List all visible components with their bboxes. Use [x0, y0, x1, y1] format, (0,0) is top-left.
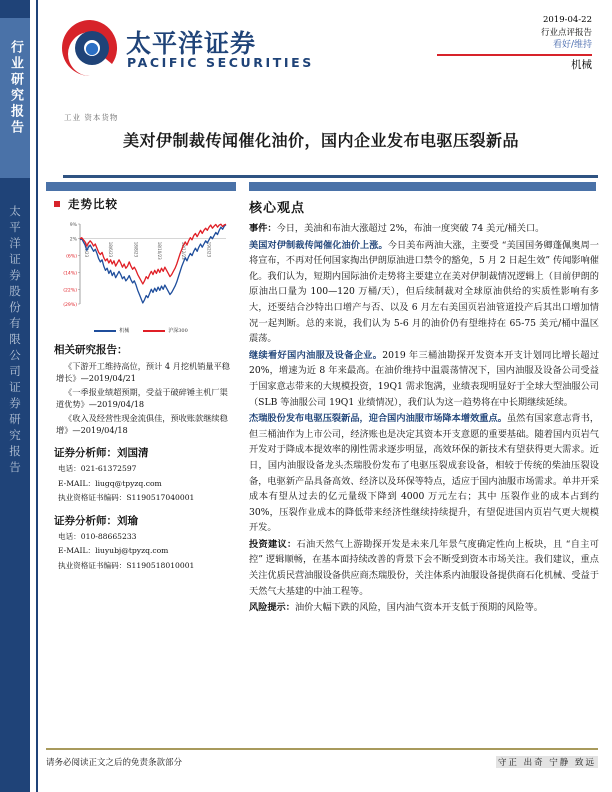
core-view-paragraph	[249, 348, 599, 410]
trend-chart-svg	[50, 216, 232, 326]
report-header	[46, 14, 598, 92]
paragraph-label: 风险提示：	[249, 602, 295, 614]
title-divider	[63, 175, 598, 178]
paragraph-text: 今日，美油和布油大涨超过 2%，布油一度突破 74 美元/桶关口。	[276, 223, 545, 234]
legend-item-1	[143, 327, 188, 334]
chart-legend	[50, 327, 232, 334]
pacific-securities-logo-icon	[60, 18, 120, 78]
footer-slogan: 守正 出奇 宁静 致远	[497, 758, 596, 768]
analyst-list	[46, 445, 236, 571]
analyst-block	[46, 445, 236, 504]
paragraph-text: 石油天然气上游勘探开发是未来几年景气度确定性向上板块，且 “自主可控” 逻辑顺畅，在基本面持续改善的背景下会不断受到资本市场关注。我们建议，重点关注优质民营油服设备供应商杰瑞股份，关注体系内油服设备提供商石化机械、受益于天然气大基建的中油工程等。	[249, 538, 599, 597]
paragraph-label: 继续看好国内油服及设备企业。	[249, 349, 383, 361]
paragraph-label: 美国对伊制裁传闻催化油价上涨。	[249, 239, 388, 251]
right-column	[249, 182, 599, 617]
header-red-rule	[437, 54, 592, 56]
core-view-body	[249, 221, 599, 616]
svg-text:19/2/23: 19/2/23	[206, 241, 212, 258]
analyst-block	[46, 513, 236, 572]
report-footer	[46, 756, 598, 768]
analyst-name: 证券分析师：刘国清	[54, 447, 149, 460]
trend-section-header	[54, 196, 236, 212]
related-report-item[interactable]: 《收入及经营性现金流俱佳，预收账款继续稳增》—2019/04/18	[56, 412, 228, 436]
footer-divider	[46, 748, 598, 750]
core-view-paragraph	[249, 221, 599, 237]
left-column-header-bar	[46, 182, 236, 191]
sidebar-divider	[36, 0, 38, 792]
core-view-paragraph	[249, 537, 599, 599]
trend-section-title: 走势比较	[68, 197, 118, 211]
legend-item-0	[94, 327, 129, 334]
industry-tags: 工业 资本货物	[64, 113, 119, 122]
analyst-phone: 电话：021-61372597	[58, 464, 137, 474]
brand-logo	[60, 18, 314, 80]
svg-text:(22%): (22%)	[63, 288, 77, 294]
footer-disclaimer: 请务必阅读正文之后的免责条款部分	[46, 758, 183, 768]
paragraph-text: 油价大幅下跌的风险，国内油气资本开支低于预期的风险等。	[294, 602, 543, 614]
bullet-square-icon	[54, 201, 60, 207]
left-column	[46, 182, 236, 574]
svg-text:(29%): (29%)	[63, 303, 77, 308]
analyst-email[interactable]: E-MAIL：liugq@tpyzq.com	[58, 478, 162, 488]
right-column-header-bar	[249, 182, 596, 191]
rating-badge: 看好/维持	[552, 40, 592, 50]
related-reports-title: 相关研究报告：	[54, 344, 128, 356]
svg-text:(14%): (14%)	[63, 271, 77, 277]
paragraph-text: 虽然有国家意志背书，但三桶油作为上市公司，经济账也是决定其资本开支意愿的重要基础。随着国内页岩气开发对于降成本提效率的刚性需求逐步明显，高效环保的新技术有望获得更大需求。近日，国内油服设备龙头杰瑞股份发布了电驱压裂成套设备，相较于传统的柴油压裂设备，电驱新产品具备高效、经济以及环保等特点，适应于国内油服市场需求。单井开采成本有望从过去的亿元量级下降到 4000 万元左右；其中 压裂作业的成本占到约 30%，压裂作业成本的降低带来经济性继续持续提升，有望促进国内页岩气更大规模开发。	[249, 413, 600, 534]
trend-comparison-chart	[50, 216, 232, 334]
report-type: 行业点评报告	[540, 27, 592, 38]
sector-label: 机械	[571, 59, 592, 71]
legend-swatch	[94, 330, 116, 332]
paragraph-label: 事件：	[249, 223, 277, 234]
page-title: 美对伊制裁传闻催化油价，国内企业发布电驱压裂新品	[122, 131, 519, 150]
logo-text-en: PACIFIC SECURITIES	[127, 55, 314, 70]
svg-text:18/6/23: 18/6/23	[107, 241, 113, 258]
analyst-license: 执业资格证书编码：S1190518010001	[58, 560, 195, 570]
analyst-email[interactable]: E-MAIL：liuyubj@tpyzq.com	[58, 546, 169, 556]
legend-label: 机械	[119, 328, 130, 334]
core-view-paragraph	[249, 238, 599, 347]
paragraph-label: 投资建议：	[249, 538, 297, 550]
related-report-item[interactable]: 《下游开工维持高位，预计 4 月挖机销量平稳增长》—2019/04/21	[56, 361, 230, 384]
svg-text:18/4/23: 18/4/23	[84, 241, 90, 258]
svg-text:18/10/23: 18/10/23	[157, 241, 163, 260]
analyst-license: 执业资格证书编码：S1190517040001	[58, 493, 195, 503]
sidebar-band-label: 行业研究报告	[8, 40, 23, 136]
core-view-title: 核心观点	[249, 201, 306, 216]
paragraph-text: 今日美布两油大涨，主要受 “美国国务卿蓬佩奥周一将宣布，不再对任何国家掏出伊朗原油进口禁令的豁免，5 月 2 日起生效” 传闻影响催化。我们认为，短期内国际油价走势将主要建立在美对伊制裁情况逻辑上（目前伊朗的原油出口量为 100—120 万桶/天），但后续制裁对全球原油供给的实质性影响有多大，还要结合沙特出口增产与否、以及 6 月左右美国页岩油管道投产后其出口增加情况一起判断。总的来说，我们认为 5-6 月的油价仍有望维持在 65-75 美元/桶中温区震荡。	[249, 239, 599, 345]
legend-swatch	[143, 330, 165, 332]
paragraph-label: 杰瑞股份发布电驱压裂新品，迎合国内油服市场降本增效重点。	[249, 413, 507, 425]
analyst-name: 证券分析师：刘瑜	[54, 514, 138, 527]
core-view-paragraph	[249, 411, 599, 536]
svg-text:18/8/23: 18/8/23	[133, 241, 139, 258]
svg-text:9%: 9%	[69, 223, 77, 228]
report-date: 2019-04-22	[542, 15, 592, 25]
header-meta	[412, 14, 592, 72]
svg-text:18/12/23: 18/12/23	[180, 241, 186, 260]
paragraph-text: 2019 年三桶油勘探开发资本开支计划同比增长超过 20%，增速为近 8 年来最高。在油价维持中温震荡情况下，国内油服及设备公司受益于国家意志带来的大规模投资，19Q1 需求饱满，业绩表现明显好于全球大型油服公司（SLB 等油服公司 19Q1 业绩情况），我们认为这一趋势将在中长期继续延续。	[249, 349, 600, 408]
related-report-item[interactable]: 《一季报业绩超预期，受益于破碎锤主机厂渠道优势》—2019/04/18	[56, 386, 228, 410]
core-view-paragraph	[249, 600, 599, 616]
svg-text:2%: 2%	[69, 237, 77, 243]
related-reports-list	[46, 360, 236, 436]
sidebar-company-label: 太平洋证券股份有限公司证券研究报告	[8, 205, 22, 477]
analyst-phone: 电话：010-88665233	[58, 531, 137, 541]
legend-label: 沪深300	[168, 328, 188, 334]
left-sidebar	[0, 0, 30, 792]
svg-text:(6%): (6%)	[66, 254, 77, 260]
logo-text-cn: 太平洋证券	[126, 29, 257, 58]
